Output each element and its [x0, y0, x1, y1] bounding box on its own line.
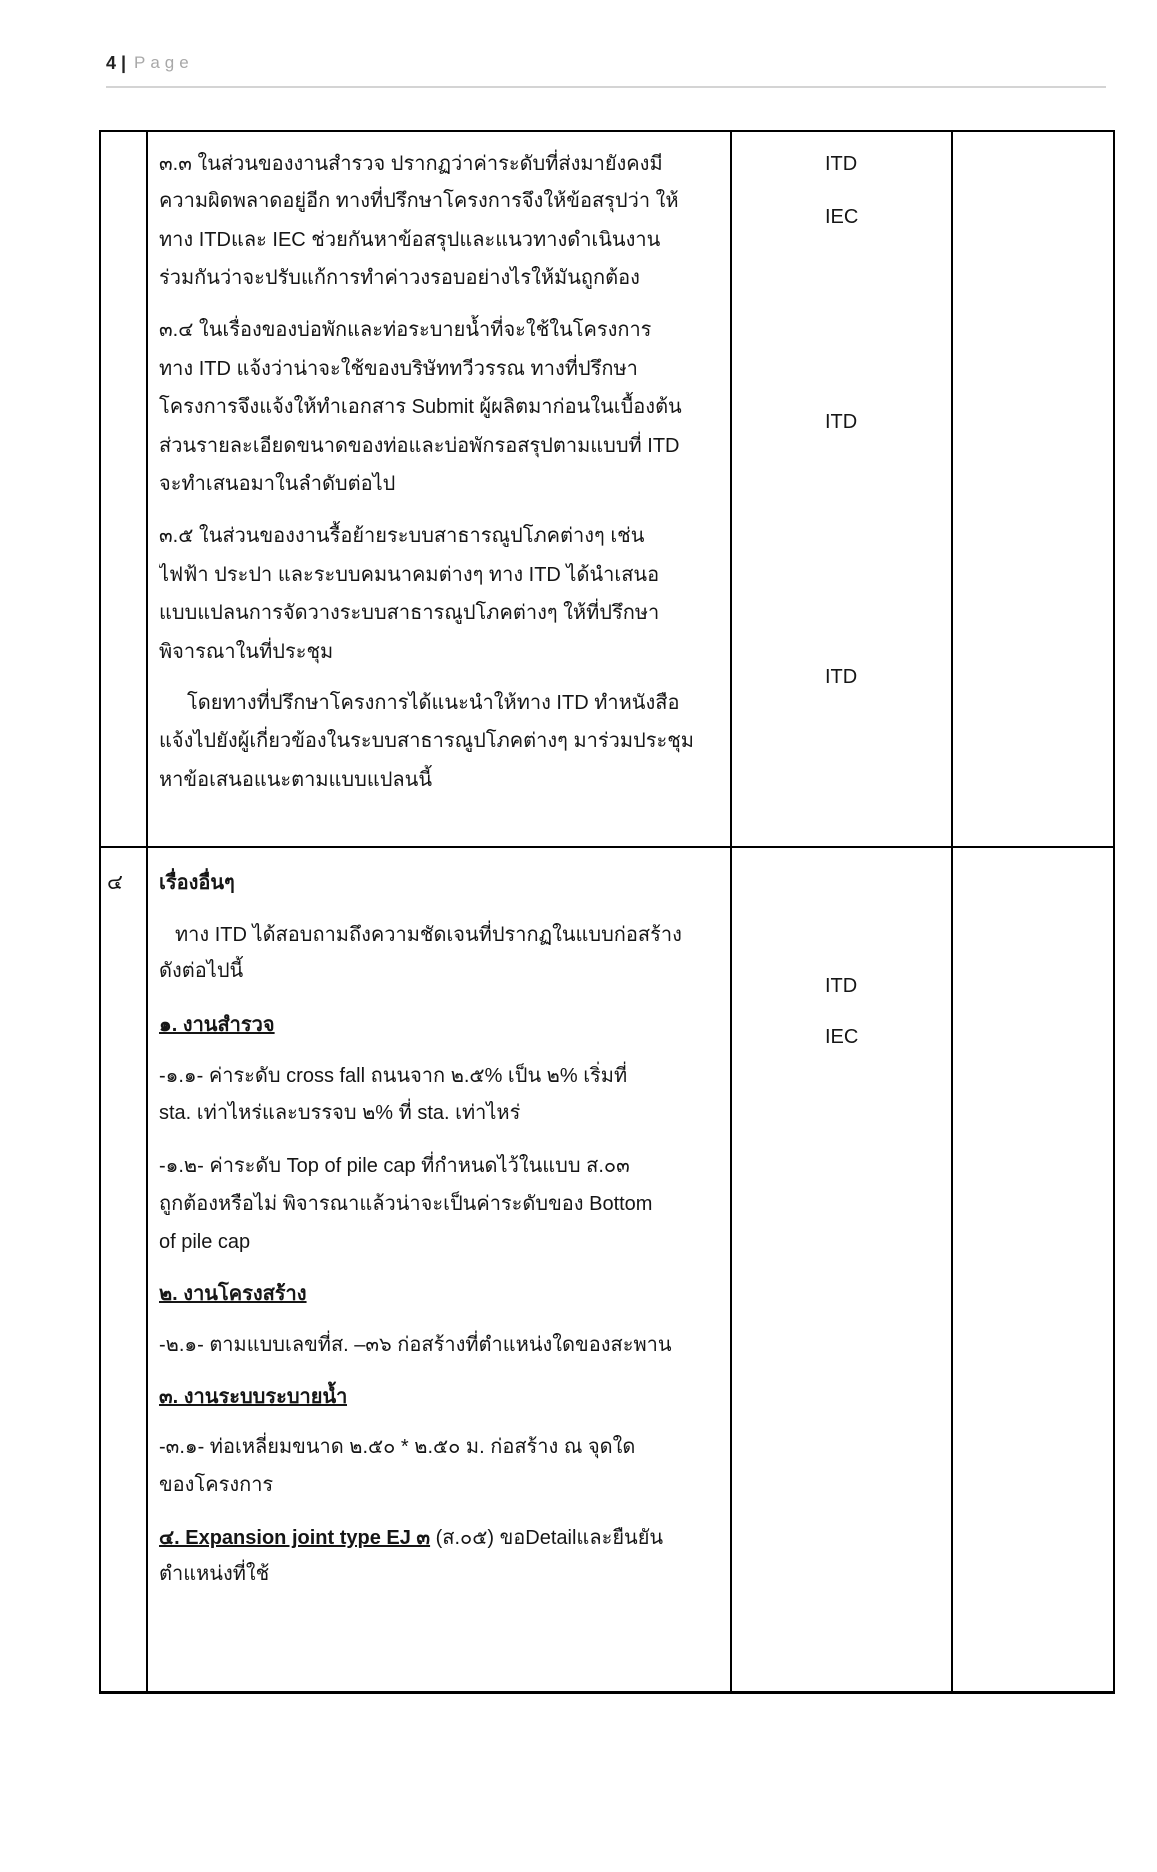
column-divider-number — [146, 130, 148, 1693]
item-1-2-line: -๑.๒- ค่าระดับ Top of pile cap ที่กำหนดไว้ในแบบ ส.๐๓ — [159, 1155, 630, 1177]
item-3-4-line: ทาง ITD แจ้งว่าน่าจะใช้ของบริษัททวีวรรณ ทางที่ปรึกษา — [159, 358, 638, 380]
intro-line: ทาง ITD ได้สอบถามถึงความชัดเจนที่ปรากฏในแบบก่อสร้าง — [175, 924, 682, 946]
drainage-title: ๓. งานระบบระบายน้ำ — [159, 1386, 348, 1408]
item-2-1-line: -๒.๑- ตามแบบเลขที่ส. –๓๖ ก่อสร้างที่ตำแหน่งใดของสะพาน — [159, 1334, 672, 1356]
row-number: ๔ — [107, 871, 123, 894]
survey-title: ๑. งานสำรวจ — [159, 1014, 275, 1036]
item-1-1-line: -๑.๑- ค่าระดับ cross fall ถนนจาก ๒.๕% เป็น ๒% เริ่มที่ — [159, 1065, 628, 1087]
responsible-party: ITD — [825, 153, 858, 175]
item-3-5-line: พิจารณาในที่ประชุม — [159, 641, 334, 663]
column-divider-responsible — [951, 130, 953, 1693]
row-divider — [99, 846, 1115, 848]
item-3-1-line: -๓.๑- ท่อเหลี่ยมขนาด ๒.๕๐ * ๒.๕๐ ม. ก่อสร้าง ณ จุดใด — [159, 1436, 636, 1458]
item-3-4-line: จะทำเสนอมาในลำดับต่อไป — [159, 473, 396, 495]
expansion-joint-line — [159, 1519, 663, 1557]
item-1-2-line: of pile cap — [159, 1231, 251, 1253]
header-separator: | — [121, 53, 127, 73]
item-3-5-note-line: หาข้อเสนอแนะตามแบบแปลนนี้ — [159, 769, 432, 791]
responsible-party: ITD — [825, 411, 858, 433]
item-3-1-line: ของโครงการ — [159, 1474, 274, 1496]
structure-title: ๒. งานโครงสร้าง — [159, 1283, 307, 1305]
item-3-3-line: ความผิดพลาดอยู่อีก ทางที่ปรึกษาโครงการจึงให้ข้อสรุปว่า ให้ — [159, 190, 679, 212]
item-1-2-line: ถูกต้องหรือไม่ พิจารณาแล้วน่าจะเป็นค่าระดับของ Bottom — [159, 1193, 653, 1215]
page-number: 4 — [106, 53, 117, 73]
expansion-joint-title: ๔. Expansion joint type EJ ๓ — [159, 1527, 431, 1549]
item-3-4-line: โครงการจึงแจ้งให้ทำเอกสาร Submit ผู้ผลิตมาก่อนในเบื้องต้น — [159, 396, 682, 418]
responsible-party: ITD — [825, 666, 858, 688]
item-3-5-note-line: โดยทางที่ปรึกษาโครงการได้แนะนำให้ทาง ITD ทำหนังสือ — [187, 692, 680, 714]
responsible-party: IEC — [825, 206, 859, 228]
item-3-4-line: ๓.๔ ในเรื่องของบ่อพักและท่อระบายน้ำที่จะใช้ในโครงการ — [159, 319, 652, 341]
section-heading: เรื่องอื่นๆ — [159, 872, 235, 894]
expansion-joint-text: (ส.๐๕) ขอDetailและยืนยัน — [430, 1527, 664, 1549]
header-rule — [106, 86, 1106, 88]
item-1-1-line: sta. เท่าไหร่และบรรจบ ๒% ที่ sta. เท่าไหร่ — [159, 1102, 521, 1124]
item-3-4-line: ส่วนรายละเอียดขนาดของท่อและบ่อพักรอสรุปตามแบบที่ ITD — [159, 435, 680, 457]
responsible-party: IEC — [825, 1026, 859, 1048]
item-3-5-line: แบบแปลนการจัดวางระบบสาธารณูปโภคต่างๆ ให้ที่ปรึกษา — [159, 602, 660, 624]
page-label: Page — [134, 53, 194, 72]
expansion-joint-line-2: ตำแหน่งที่ใช้ — [159, 1563, 270, 1585]
item-3-5-line: ๓.๕ ในส่วนของงานรื้อย้ายระบบสาธารณูปโภคต่างๆ เช่น — [159, 525, 645, 547]
item-3-3-line: ทาง ITDและ IEC ช่วยกันหาข้อสรุปและแนวทางดำเนินงาน — [159, 229, 661, 251]
item-3-3-line: ร่วมกันว่าจะปรับแก้การทำค่าวงรอบอย่างไรให้มันถูกต้อง — [159, 267, 640, 289]
intro-line: ดังต่อไปนี้ — [159, 960, 244, 982]
responsible-party: ITD — [825, 975, 858, 997]
item-3-5-line: ไฟฟ้า ประปา และระบบคมนาคมต่างๆ ทาง ITD ได้นำเสนอ — [159, 564, 660, 586]
item-3-5-note-line: แจ้งไปยังผู้เกี่ยวข้องในระบบสาธารณูปโภคต่างๆ มาร่วมประชุม — [159, 730, 694, 752]
column-divider-detail — [730, 130, 732, 1693]
item-3-3-line: ๓.๓ ในส่วนของงานสำรวจ ปรากฏว่าค่าระดับที่ส่งมายังคงมี — [159, 153, 663, 175]
